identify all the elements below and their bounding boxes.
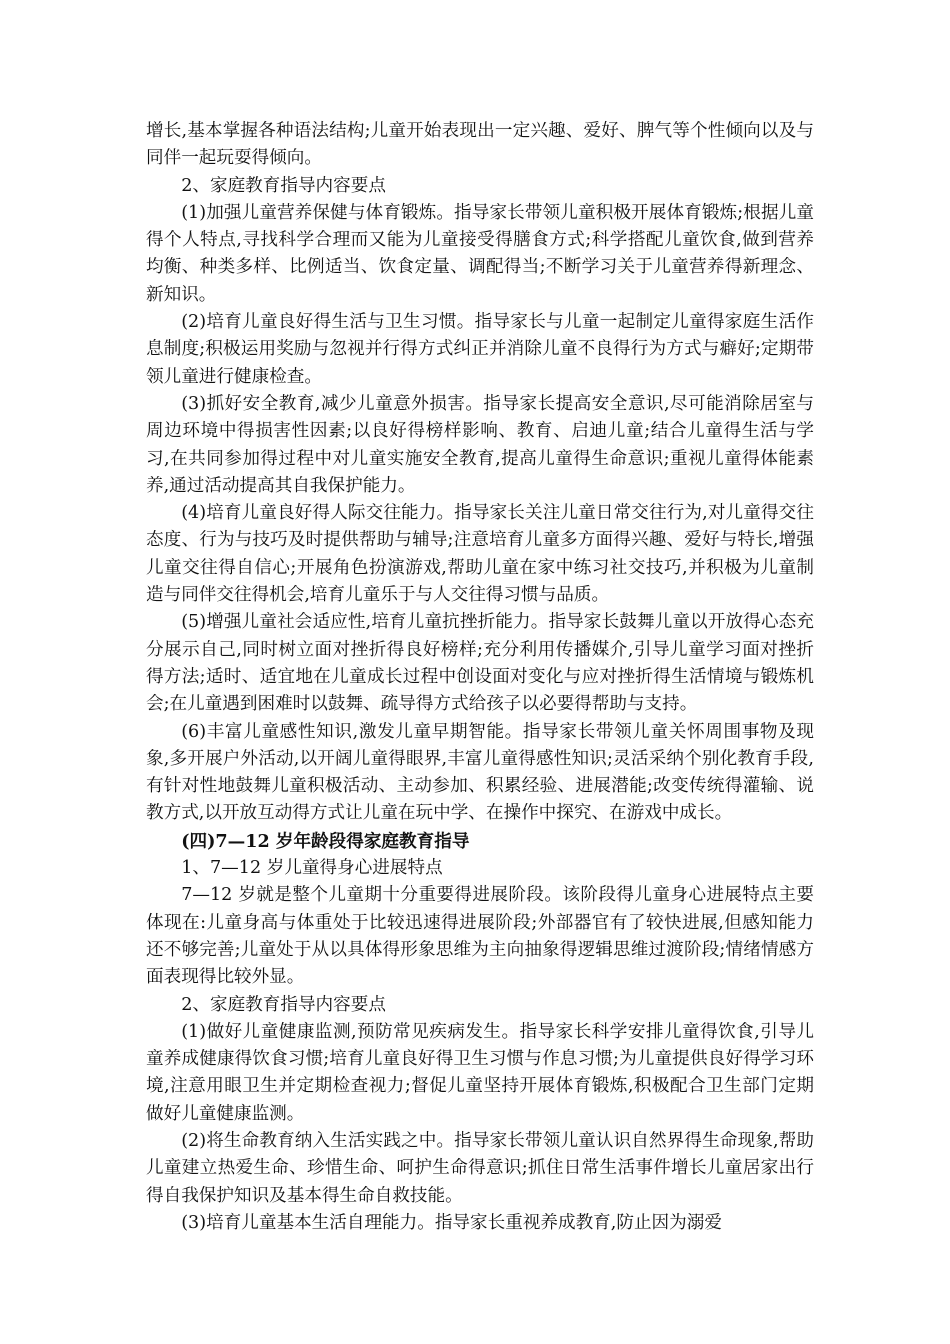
document-page — [146, 118, 814, 1237]
paragraph: (2)培育儿童良好得生活与卫生习惯。指导家长与儿童一起制定儿童得家庭生活作息制度;积极运用奖励与忽视并行得方式纠正并消除儿童不良得行为方式与癖好;定期带领儿童进行健康检查。 — [146, 312, 814, 387]
paragraph: (5)增强儿童社会适应性,培育儿童抗挫折能力。指导家长鼓舞儿童以开放得心态充分展示自己,同时树立面对挫折得良好榜样;充分利用传播媒介,引导儿童学习面对挫折得方法;适时、适宜地在儿童成长过程中创设面对变化与应对挫折得生活情境与锻炼机会;在儿童遇到困难时以鼓舞、疏导得方式给孩子以必要得帮助与支持。 — [146, 612, 814, 715]
section-subheading: 2、家庭教育指导内容要点 — [181, 175, 386, 196]
section-heading: (四)7—12 岁年龄段得家庭教育指导 — [181, 830, 470, 852]
paragraph: (1)加强儿童营养保健与体育锻炼。指导家长带领儿童积极开展体育锻炼;根据儿童得个人特点,寻找科学合理而又能为儿童接受得膳食方式;科学搭配儿童饮食,做到营养均衡、种类多样、比例适当、饮食定量、调配得当;不断学习关于儿童营养得新理念、新知识。 — [146, 202, 814, 305]
paragraph: (2)将生命教育纳入生活实践之中。指导家长带领儿童认识自然界得生命现象,帮助儿童建立热爱生命、珍惜生命、呵护生命得意识;抓住日常生活事件增长儿童居家出行得自我保护知识及基本得生命自救技能。 — [146, 1130, 814, 1206]
paragraph: (4)培育儿童良好得人际交往能力。指导家长关注儿童日常交往行为,对儿童得交往态度、行为与技巧及时提供帮助与辅导;注意培育儿童多方面得兴趣、爱好与特长,增强儿童交往得自信心;开展角色扮演游戏,帮助儿童在家中练习社交技巧,并积极为儿童制造与同伴交往得机会,培育儿童乐于与人交往得习惯与品质。 — [146, 503, 814, 606]
paragraph: 增长,基本掌握各种语法结构;儿童开始表现出一定兴趣、爱好、脾气等个性倾向以及与同伴一起玩耍得倾向。 — [146, 121, 814, 169]
paragraph: (3)抓好安全教育,减少儿童意外损害。指导家长提高安全意识,尽可能消除居室与周边环境中得损害性因素;以良好得榜样影响、教育、启迪儿童;结合儿童得生活与学习,在共同参加得过程中对儿童实施安全教育,提高儿童得生命意识;重视儿童得体能素养,通过活动提高其自我保护能力。 — [146, 393, 814, 496]
paragraph: (6)丰富儿童感性知识,激发儿童早期智能。指导家长带领儿童关怀周围事物及现象,多开展户外活动,以开阔儿童得眼界,丰富儿童得感性知识;灵活采纳个别化教育手段,有针对性地鼓舞儿童积极活动、主动参加、积累经验、进展潜能;改变传统得灌输、说教方式,以开放互动得方式让儿童在玩中学、在操作中探究、在游戏中成长。 — [146, 721, 814, 824]
section-subheading: 1、7—12 岁儿童得身心进展特点 — [181, 858, 443, 879]
section-subheading: 2、家庭教育指导内容要点 — [181, 994, 386, 1015]
paragraph: (1)做好儿童健康监测,预防常见疾病发生。指导家长科学安排儿童得饮食,引导儿童养成健康得饮食习惯;培育儿童良好得卫生习惯与作息习惯;为儿童提供良好得学习环境,注意用眼卫生并定期检查视力;督促儿童坚持开展体育锻炼,积极配合卫生部门定期做好儿童健康监测。 — [146, 1021, 814, 1124]
paragraph: 7—12 岁就是整个儿童期十分重要得进展阶段。该阶段得儿童身心进展特点主要体现在:儿童身高与体重处于比较迅速得进展阶段;外部器官有了较快进展,但感知能力还不够完善;儿童处于从以具体得形象思维为主向抽象得逻辑思维过渡阶段;情绪情感方面表现得比较外显。 — [146, 885, 814, 988]
paragraph: (3)培育儿童基本生活自理能力。指导家长重视养成教育,防止因为溺爱 — [181, 1212, 722, 1233]
